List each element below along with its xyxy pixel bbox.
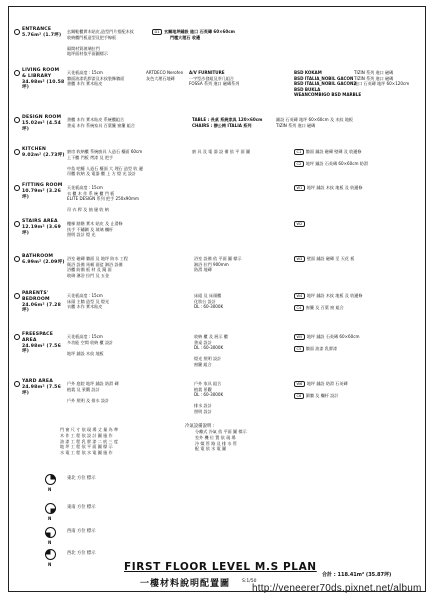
sample-notes: ARTDECO Nerofen 灰色大理石地磚 <box>146 70 184 81</box>
equipment-legend-title: 冷氣設備說明 : <box>185 424 215 429</box>
material-notes: 天花板高度 : 15cm 牆面油漆乳膠漆及木紋裝飾牆面 書櫃 木作 實木貼皮 <box>67 70 125 87</box>
code-tag: C1 <box>294 149 304 155</box>
tile-notes <box>294 221 414 227</box>
scale-label: S:1/50 <box>242 579 257 584</box>
bullet-icon <box>14 221 20 227</box>
fixture-notes: 戶外 家具 組合 植栽 景觀 DL : 60-3000K 排水 設計 照明 設計 <box>194 381 224 414</box>
tile-notes: W5 地坪 鋪設 石英磚 60×60cm C5 牆面 油漆 乳膠漆 <box>294 334 414 352</box>
symbol-2: N 東南 方位 標示 <box>45 503 56 514</box>
compass-icon <box>45 549 56 560</box>
code-tag: C6 <box>294 393 304 399</box>
room-name: KITCHEN 9.02m² (2.73坪) <box>22 147 65 158</box>
tile-notes: W1 地坪 鋪設 木紋 地板 及 收邊條 <box>294 185 414 191</box>
page-title: FIRST FLOOR LEVEL M.S PLAN <box>124 561 317 573</box>
bullet-icon <box>14 29 20 35</box>
code-tag: W2 <box>294 221 305 227</box>
code-tag: C4 <box>294 305 304 311</box>
tile-notes: W6 地坪 鋪設 防滑 石英磚 C6 圍牆 及 欄杆 設計 <box>294 381 414 399</box>
tile-notes: C1 牆面 鋪設 磁磚 壁磚 及 收邊條 C2 地坪 鋪設 石英磚 60×60cm 防滑 <box>294 149 414 167</box>
code-tag: C2 <box>294 161 304 167</box>
material-notes: 天花板高度 : 15cm 多功能 空間 收納 櫃 設計 地坪 鋪設 木紋 地板 <box>67 334 114 356</box>
fixture-notes: 浴室 設備 依 平面 圖 標示 淋浴 拉門 900mm 防滑 地磚 <box>194 256 242 273</box>
bullet-icon <box>14 293 20 299</box>
compass-icon <box>45 474 56 485</box>
code-tag: D1 <box>152 29 162 35</box>
total-area: 合計 : 118.41m² (35.87坪) <box>322 572 392 578</box>
compass-icon <box>45 527 56 538</box>
symbol-3: N 西南 方位 標示 <box>45 527 56 538</box>
tile-notes: W4 地坪 鋪設 木紋 地板 及 收邊條 C4 窗簾 及 百葉 窗 組合 <box>294 293 414 311</box>
material-notes: 樓梯 踏階 實木 貼皮 及 止滑條 扶手 不鏽鋼 及 玻璃 欄杆 照明 設計 燈 光 <box>67 221 123 238</box>
code-tag: W1 <box>294 185 305 191</box>
tile-notes: 鋪設 石英磚 地坪 60×60cm 及 木紋 地板 TIZIN 系列 進口 磁磚 <box>276 117 354 128</box>
table-notes: TABLE : 長桌 系統家具 120×60cm CHAIRS : 辦公椅 ITALIA 系列 <box>192 117 263 128</box>
bullet-icon <box>14 70 20 76</box>
material-notes: 玄關鞋櫃實木貼皮,造型門片搭配木紋 收納櫃門板造型及把手線板 隔間材質玻璃拉門 地坪面材依平面圖標示 <box>67 29 134 57</box>
material-notes: 書櫃 木作 實木貼皮 系統櫃組合 書桌 木作 系統家具 百葉簾 窗簾 組合 <box>67 117 135 128</box>
compass-icon <box>45 503 56 514</box>
material-notes: 天花板高度 : 15cm 床頭 主牆 造型 及 燈光 衣櫃 木作 實木貼皮 <box>67 293 110 310</box>
fixture-notes: 床組 及 床頭櫃 化妝台 設計 DL : 60-3000K <box>194 293 224 310</box>
material-notes: 浴室 磁磚 牆面 及 地坪 防水 工程 衛浴 設備 馬桶 面盆 淋浴 設備 浴櫃 防潮 板 材 及 鏡 面 玻璃 淋浴 拉門 及 五金 <box>67 256 129 278</box>
code-tag: W4 <box>294 293 305 299</box>
code-tag: W5 <box>294 334 305 340</box>
watermark-url: http://veneerer70ds.pixnet.net/album <box>252 583 422 594</box>
general-notes: 門 窗 尺 寸 依 現 場 丈 量 為 準 木 作 工 程 依 設 計 圖 施 作 油 漆 工 程 乳 膠 漆 二 底 三 度 地 坪 工 程 依 平 面 圖 標 示 水 電 工 程 依 水 電 圖 施 作 <box>60 427 119 456</box>
tile-brand-notes: TIZIN 系列 進口 磁磚 TIZIN 系列 進口 磁磚 進口 石英磚 地坪 60×120cm <box>354 70 410 87</box>
bullet-icon <box>14 381 20 387</box>
bullet-icon <box>14 256 20 262</box>
room-name: YARD AREA 24.98m² (7.56坪) <box>22 379 61 396</box>
room-name: FREESPACE AREA 24.98m² (7.56坪) <box>22 332 61 355</box>
furniture-notes: A/V FURNITURE 一字型沙發組及茶几組合 FOSSA 系列 進口 磁磚系列 <box>189 70 240 87</box>
equipment-legend: 分離式 冷氣 依 平面 圖 標示 室外 機 位 置 依 現 場 冷 媒 管 路 及 排 水 管 配 電 依 水 電 圖 <box>195 429 247 452</box>
bullet-icon <box>14 149 20 155</box>
room-name: BATHROOM 6.99m² (2.09坪) <box>22 254 65 265</box>
room-name: FITTING ROOM 10.79m² (3.26坪) <box>22 183 63 200</box>
material-notes: 廚房 收納櫃 系統廚具 人造石 檯面 60cm 上下櫃 門板 烤漆 及 把手 中島 吧檯 人造石 檯面 大 理石 造型 收 邊 吊櫃 收納 及 電器 櫃 上 方 燈 光 設計 <box>67 149 143 177</box>
bullet-icon <box>14 185 20 191</box>
room-name: PARENTS' BEDROOM 24.06m² (7.28坪) <box>22 291 61 314</box>
fixture-notes: 收納 櫃 及 展示 櫃 書桌 設計 DL : 60-3000K 燈光 照明 設計 窗簾 組合 <box>194 334 228 367</box>
material-notes: 天花板高度 : 15cm 衣 櫃 木 作 系 統 櫃 門 板 ELITE DESIGN 系列 把手 250x90mm 吊 衣 桿 及 抽 屜 收 納 <box>67 185 139 213</box>
room-name: STAIRS AREA 12.19m² (3.69坪) <box>22 219 61 236</box>
room-name: DESIGN ROOM 15.02m² (4.54坪) <box>22 115 62 132</box>
material-notes: 戶外 庭院 地坪 鋪設 防滑 磚 植栽 及 景觀 設計 戶外 照明 及 排水 設計 <box>67 381 119 403</box>
tile-notes: W3 壁面 鋪設 磁磚 至 天花 板 <box>294 256 414 262</box>
symbol-1: N 東北 方位 標示 <box>45 474 56 485</box>
bullet-icon <box>14 334 20 340</box>
code-tag: C5 <box>294 346 304 352</box>
code-tag: W6 <box>294 381 305 387</box>
page-subtitle: 一樓材料說明配置圖 <box>140 579 231 589</box>
room-name: ENTRANCE 5.76m² (1.7坪) <box>22 27 62 38</box>
bullet-icon <box>14 117 20 123</box>
symbol-4: N 西北 方位 標示 <box>45 549 56 560</box>
finish-notes: D1 玄關地坪鋪設 進口 石英磚 60×60cm 門檻大理石 收邊 <box>152 29 302 41</box>
room-name: LIVING ROOM & LIBRARY 34.98m² (10.58坪) <box>22 68 65 91</box>
code-tag: W3 <box>294 256 305 262</box>
tile-notes: BSD KOKAM BSD ITALIA_NOBIL GACON BSD ITALIA_NOBIL GACON2 BSD BUKLA WEANCOMBIGO BSD MARBLE <box>294 70 362 98</box>
equipment-notes: 廚 具 及 電 器 設 備 依 平 面 圖 <box>192 149 251 154</box>
